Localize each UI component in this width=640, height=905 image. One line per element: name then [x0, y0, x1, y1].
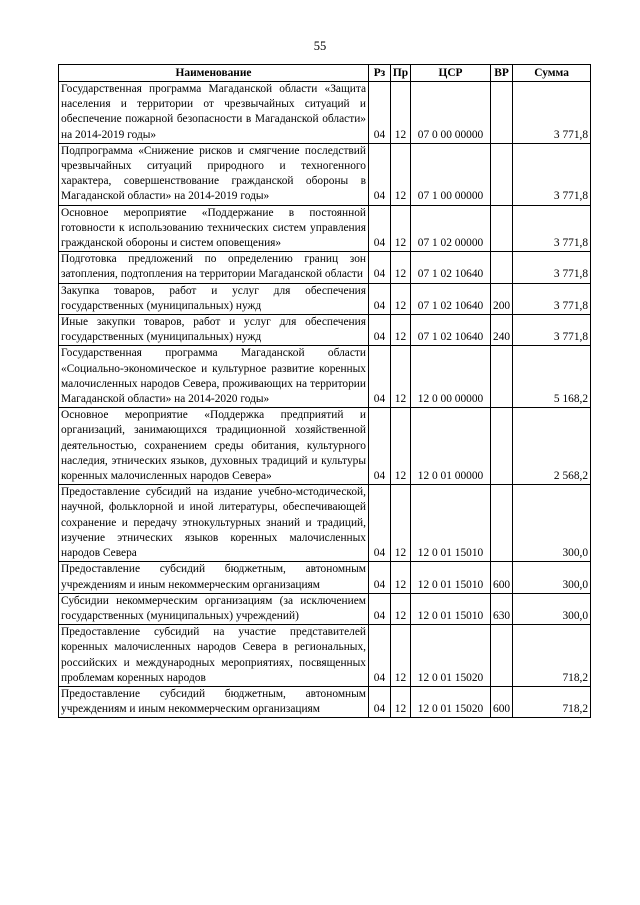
header-sum: Сумма	[513, 65, 591, 82]
row-csr-cell: 07 1 02 10640	[411, 252, 491, 283]
row-pr-cell: 12	[391, 485, 411, 562]
row-vr-cell	[491, 252, 513, 283]
row-pr-cell: 12	[391, 82, 411, 144]
row-name-cell: Предоставление субсидий на издание учебно-мстодической, научной, фольклорной и иной литературы, обеспечивающей сохранение и передачу этнокультурных знаний и традиций, изучение этнических языков коренных малочисленных народов Севера	[59, 485, 369, 562]
header-row	[59, 65, 591, 82]
row-csr-cell: 12 0 01 15010	[411, 485, 491, 562]
page-number: 55	[313, 39, 327, 53]
row-vr-cell	[491, 82, 513, 144]
row-rz-cell: 04	[369, 408, 391, 485]
row-csr-cell: 07 0 00 00000	[411, 82, 491, 144]
row-csr-cell: 07 1 02 00000	[411, 205, 491, 252]
row-csr-cell: 12 0 01 00000	[411, 408, 491, 485]
row-pr-cell: 12	[391, 408, 411, 485]
row-csr-cell: 12 0 01 15020	[411, 625, 491, 687]
row-vr-cell	[491, 143, 513, 205]
row-vr-cell	[491, 625, 513, 687]
table-row	[59, 315, 591, 346]
row-csr-cell: 12 0 01 15020	[411, 686, 491, 717]
row-pr-cell: 12	[391, 562, 411, 593]
table-row	[59, 625, 591, 687]
row-sum-cell: 3 771,8	[513, 82, 591, 144]
row-csr-cell: 12 0 01 15010	[411, 562, 491, 593]
row-pr-cell: 12	[391, 252, 411, 283]
row-sum-cell: 300,0	[513, 593, 591, 624]
row-pr-cell: 12	[391, 205, 411, 252]
row-sum-cell: 3 771,8	[513, 315, 591, 346]
header-name: Наименование	[59, 65, 369, 82]
row-rz-cell: 04	[369, 82, 391, 144]
row-vr-cell: 200	[491, 283, 513, 314]
row-rz-cell: 04	[369, 283, 391, 314]
row-name-cell: Закупка товаров, работ и услуг для обеспечения государственных (муниципальных) нужд	[59, 283, 369, 314]
row-sum-cell: 2 568,2	[513, 408, 591, 485]
budget-table	[58, 64, 591, 718]
row-csr-cell: 12 0 01 15010	[411, 593, 491, 624]
row-vr-cell: 630	[491, 593, 513, 624]
row-csr-cell: 07 1 00 00000	[411, 143, 491, 205]
row-vr-cell	[491, 408, 513, 485]
row-sum-cell: 5 168,2	[513, 346, 591, 408]
row-name-cell: Государственная программа Магаданской области «Социально-экономическое и культурное развитие коренных малочисленных народов Севера, проживающих на территории Магаданской области» на 2014-2020 годы»	[59, 346, 369, 408]
table-row	[59, 686, 591, 717]
header-rz: Рз	[369, 65, 391, 82]
row-csr-cell: 07 1 02 10640	[411, 315, 491, 346]
table-row	[59, 408, 591, 485]
row-pr-cell: 12	[391, 593, 411, 624]
table-row	[59, 205, 591, 252]
row-rz-cell: 04	[369, 625, 391, 687]
row-rz-cell: 04	[369, 346, 391, 408]
row-vr-cell	[491, 346, 513, 408]
row-name-cell: Субсидии некоммерческим организациям (за исключением государственных (муниципальных) учреждений)	[59, 593, 369, 624]
row-pr-cell: 12	[391, 625, 411, 687]
row-rz-cell: 04	[369, 686, 391, 717]
row-name-cell: Основное мероприятие «Поддержка предприятий и организаций, занимающихся традиционной хозяйственной деятельностью, сохранением среды обитания, культурного наследия, этнических языков, духовных традиций и культуры коренных малочисленных народов Севера»	[59, 408, 369, 485]
row-sum-cell: 3 771,8	[513, 143, 591, 205]
row-vr-cell	[491, 205, 513, 252]
table-row	[59, 252, 591, 283]
row-name-cell: Предоставление субсидий бюджетным, автономным учреждениям и иным некоммерческим организациям	[59, 686, 369, 717]
row-rz-cell: 04	[369, 485, 391, 562]
table-row	[59, 562, 591, 593]
row-csr-cell: 07 1 02 10640	[411, 283, 491, 314]
row-name-cell: Иные закупки товаров, работ и услуг для обеспечения государственных (муниципальных) нужд	[59, 315, 369, 346]
row-name-cell: Подготовка предложений по определению границ зон затопления, подтопления на территории Магаданской области	[59, 252, 369, 283]
row-rz-cell: 04	[369, 593, 391, 624]
row-pr-cell: 12	[391, 283, 411, 314]
row-sum-cell: 718,2	[513, 686, 591, 717]
table-body	[59, 82, 591, 718]
header-vr: ВР	[491, 65, 513, 82]
row-name-cell: Государственная программа Магаданской области «Защита населения и территории от чрезвычайных ситуаций и обеспечение пожарной безопасности в Магаданской области» на 2014-2019 годы»	[59, 82, 369, 144]
row-rz-cell: 04	[369, 252, 391, 283]
row-name-cell: Предоставление субсидий бюджетным, автономным учреждениям и иным некоммерческим организациям	[59, 562, 369, 593]
table-row	[59, 82, 591, 144]
row-rz-cell: 04	[369, 143, 391, 205]
row-sum-cell: 300,0	[513, 485, 591, 562]
table-row	[59, 346, 591, 408]
row-name-cell: Основное мероприятие «Поддержание в постоянной готовности к использованию технических систем управления гражданской обороны и систем оповещения»	[59, 205, 369, 252]
table-row	[59, 485, 591, 562]
row-name-cell: Подпрограмма «Снижение рисков и смягчение последствий чрезвычайных ситуаций природного и техногенного характера, совершенствование гражданской обороны в Магаданской области» на 2014-2019 годы»	[59, 143, 369, 205]
row-pr-cell: 12	[391, 143, 411, 205]
row-vr-cell: 240	[491, 315, 513, 346]
row-vr-cell	[491, 485, 513, 562]
row-csr-cell: 12 0 00 00000	[411, 346, 491, 408]
row-pr-cell: 12	[391, 346, 411, 408]
table-row	[59, 283, 591, 314]
row-pr-cell: 12	[391, 686, 411, 717]
row-rz-cell: 04	[369, 562, 391, 593]
row-vr-cell: 600	[491, 686, 513, 717]
table-header	[59, 65, 591, 82]
row-rz-cell: 04	[369, 205, 391, 252]
row-pr-cell: 12	[391, 315, 411, 346]
row-sum-cell: 3 771,8	[513, 252, 591, 283]
table-row	[59, 593, 591, 624]
table-row	[59, 143, 591, 205]
row-rz-cell: 04	[369, 315, 391, 346]
row-sum-cell: 3 771,8	[513, 283, 591, 314]
row-sum-cell: 718,2	[513, 625, 591, 687]
header-csr: ЦСР	[411, 65, 491, 82]
header-pr: Пр	[391, 65, 411, 82]
row-sum-cell: 300,0	[513, 562, 591, 593]
row-sum-cell: 3 771,8	[513, 205, 591, 252]
row-vr-cell: 600	[491, 562, 513, 593]
row-name-cell: Предоставление субсидий на участие представителей коренных малочисленных народов Севера в региональных, российских и международных мероприятиях, посвященных проблемам коренных народов	[59, 625, 369, 687]
